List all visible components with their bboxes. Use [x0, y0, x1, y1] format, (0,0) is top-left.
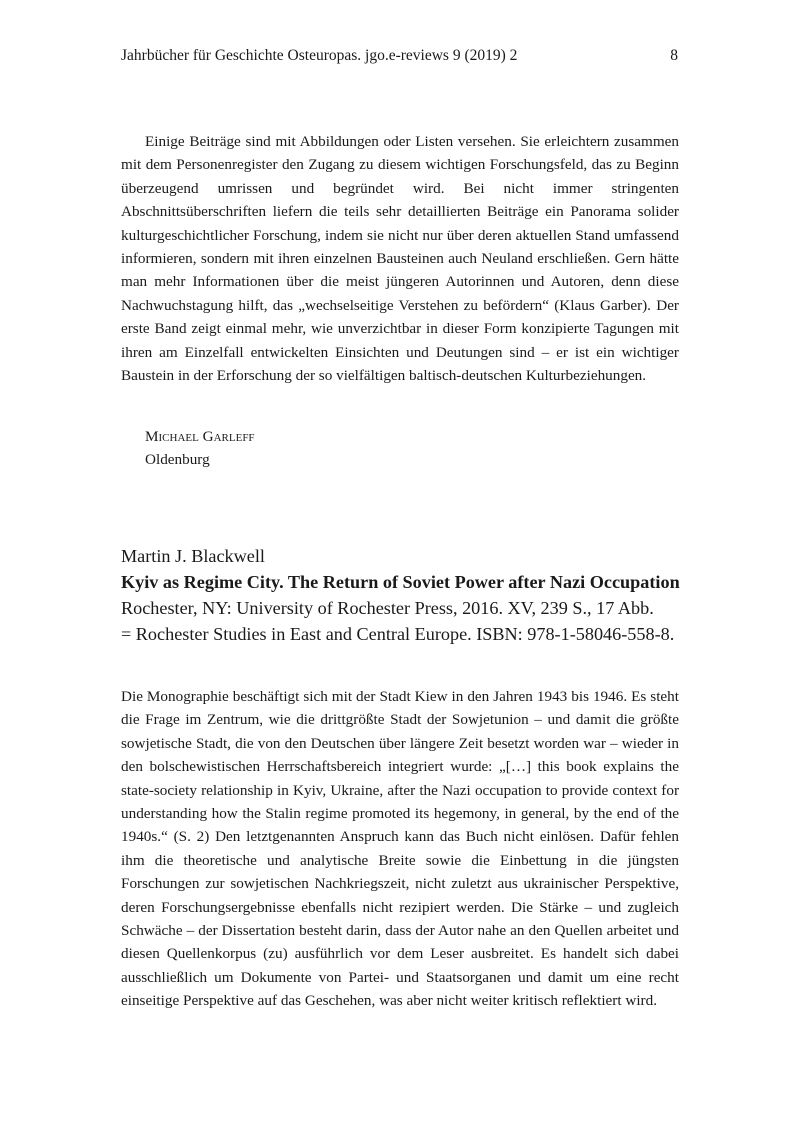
- book-author: Martin J. Blackwell: [121, 546, 265, 566]
- reviewer-location: Oldenburg: [145, 451, 210, 469]
- book-citation: [121, 543, 681, 647]
- running-header: [121, 47, 678, 65]
- reviewer-name: Michael Garleff: [145, 428, 255, 445]
- book-series: = Rochester Studies in East and Central Europe. ISBN: 978-1-58046-558-8.: [121, 624, 675, 644]
- journal-title: Jahrbücher für Geschichte Osteuropas. jgo.e-reviews 9 (2019) 2: [121, 47, 518, 64]
- book-title: Kyiv as Regime City. The Return of Soviet Power after Nazi Occupation: [121, 572, 680, 592]
- review-end-paragraph: Einige Beiträge sind mit Abbildungen oder Listen versehen. Sie erleichtern zusammen mit dem Personenregister den Zugang zu diesem wichtigen Forschungsfeld, das zu Beginn überzeugend umrissen und begründet wird. Bei nicht immer stringenten Abschnittsüberschriften liefern die teils sehr detaillierten Beiträge ein Panorama solider kulturgeschichtlicher Forschung, indem sie nicht nur über deren aktuellen Stand umfassend informieren, sondern mit ihren einzelnen Bausteinen auch Neuland erschließen. Gern hätte man mehr Informationen über die meist jüngeren Autorinnen und Autoren, denn diese Nachwuchstagung hilft, das „wechselseitige Verstehen zu befördern“ (Klaus Garber). Der erste Band zeigt einmal mehr, wie unverzichtbar in dieser Form konzipierte Tagungen mit ihren am Einzelfall entwickelten Einsichten und Deutungen sind – er ist ein wichtiger Baustein in der Erforschung der so vielfältigen baltisch-deutschen Kulturbeziehungen.: [121, 133, 679, 385]
- page-number: 8: [670, 47, 678, 64]
- reviewer-signature: [145, 425, 255, 472]
- review-paragraph: Die Monographie beschäftigt sich mit der Stadt Kiew in den Jahren 1943 bis 1946. Es steht die Frage im Zentrum, wie die drittgrößte Stadt der Sowjetunion – und damit die größte sowjetische Stadt, die von den Deutschen über längere Zeit besetzt worden war – wieder in den bolschewistischen Herrschaftsbereich integriert wurde: „[…] this book explains the state-society relationship in Kyiv, Ukraine, after the Nazi occupation to provide context for understanding how the Stalin regime promoted its hegemony, in general, by the end of the 1940s.“ (S. 2) Den letztgenannten Anspruch kann das Buch nicht einlösen. Dafür fehlen ihm die theoretische und analytische Breite sowie die Einbettung in die jüngsten Forschungen zur sowjetischen Nachkriegszeit, nicht zuletzt aus ukrainischer Perspektive, deren Forschungsergebnisse ebenfalls nicht rezipiert werden. Die Stärke – und zugleich Schwäche – der Dissertation besteht darin, dass der Autor nahe an den Quellen arbeitet und diesen Quellenkorpus (zu) ausführlich vor dem Leser ausbreitet. Es handelt sich dabei ausschließlich um Dokumente von Partei- und Staatsorganen und damit um eine recht einseitige Perspektive auf das Geschehen, was aber nicht weiter kritisch reflektiert wird.: [121, 688, 679, 1010]
- book-publication: Rochester, NY: University of Rochester Press, 2016. XV, 239 S., 17 Abb.: [121, 598, 654, 618]
